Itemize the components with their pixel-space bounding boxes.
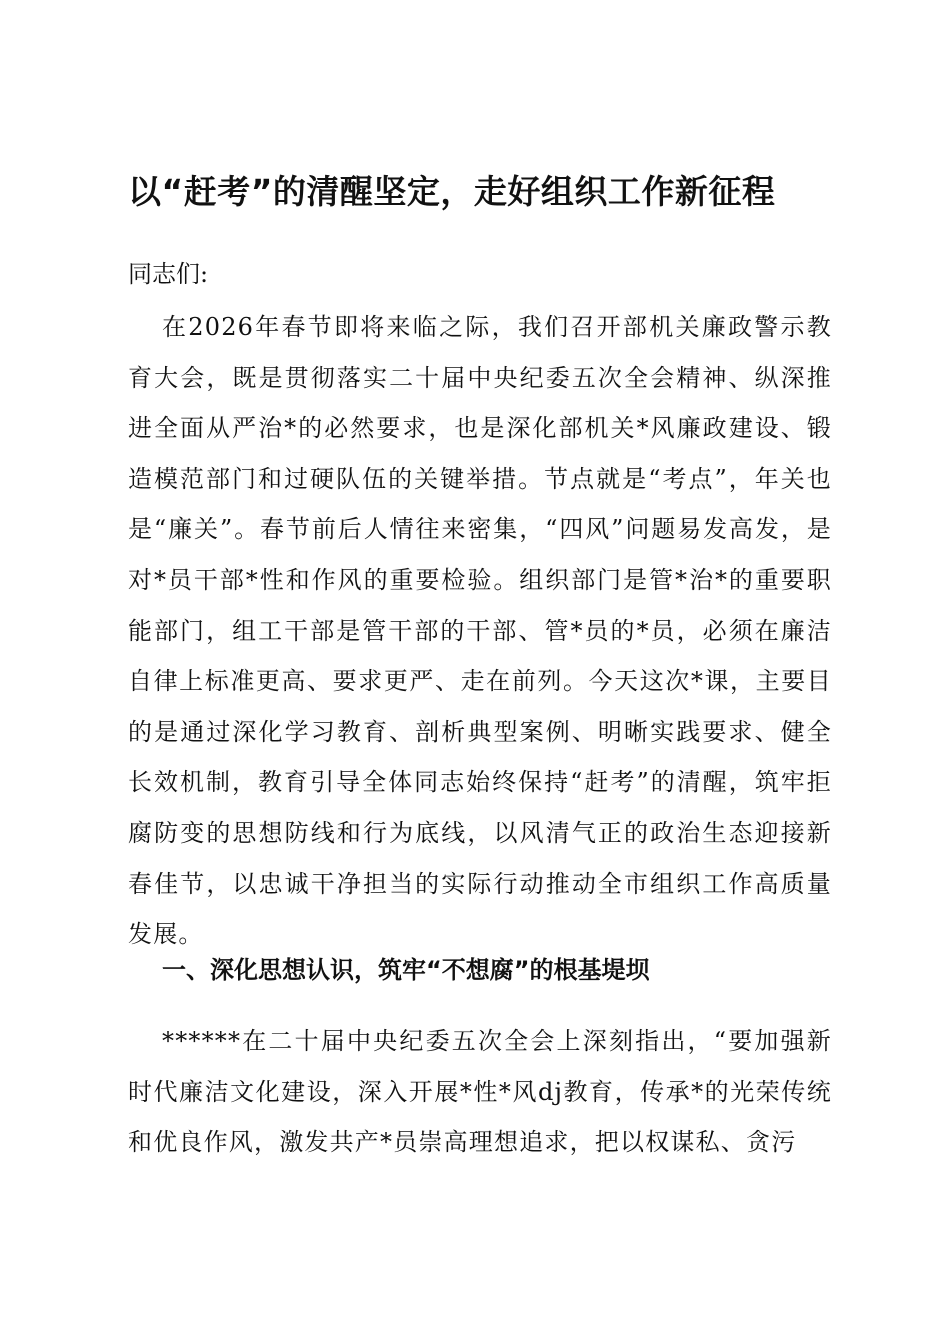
section-heading: 一、深化思想认识，筑牢“不想腐”的根基堤坝	[162, 956, 650, 984]
salutation: 同志们:	[128, 260, 209, 288]
section-paragraph: ******在二十届中央纪委五次全会上深刻指出，“要加强新时代廉洁文化建设，深入开展*性*风dj教育，传承*的光荣传统和优良作风，激发共产*员崇高理想追求，把以权谋私、贪污	[128, 1027, 832, 1157]
document-title: 以“赶考”的清醒坚定，走好组织工作新征程	[128, 172, 776, 211]
opening-paragraph: 在2026年春节即将来临之际，我们召开部机关廉政警示教育大会，既是贯彻落实二十届中央纪委五次全会精神、纵深推进全面从严治*的必然要求，也是深化部机关*风廉政建设、锻造模范部门和过硬队伍的关键举措。节点就是“考点”，年关也是“廉关”。春节前后人情往来密集，“四风”问题易发高发，是对*员干部*性和作风的重要检验。组织部门是管*治*的重要职能部门，组工干部是管干部的干部、管*员的*员，必须在廉洁自律上标准更高、要求更严、走在前列。今天这次*课，主要目的是通过深化学习教育、剖析典型案例、明晰实践要求、健全长效机制，教育引导全体同志始终保持“赶考”的清醒，筑牢拒腐防变的思想防线和行为底线，以风清气正的政治生态迎接新春佳节，以忠诚干净担当的实际行动推动全市组织工作高质量发展。	[128, 313, 832, 949]
